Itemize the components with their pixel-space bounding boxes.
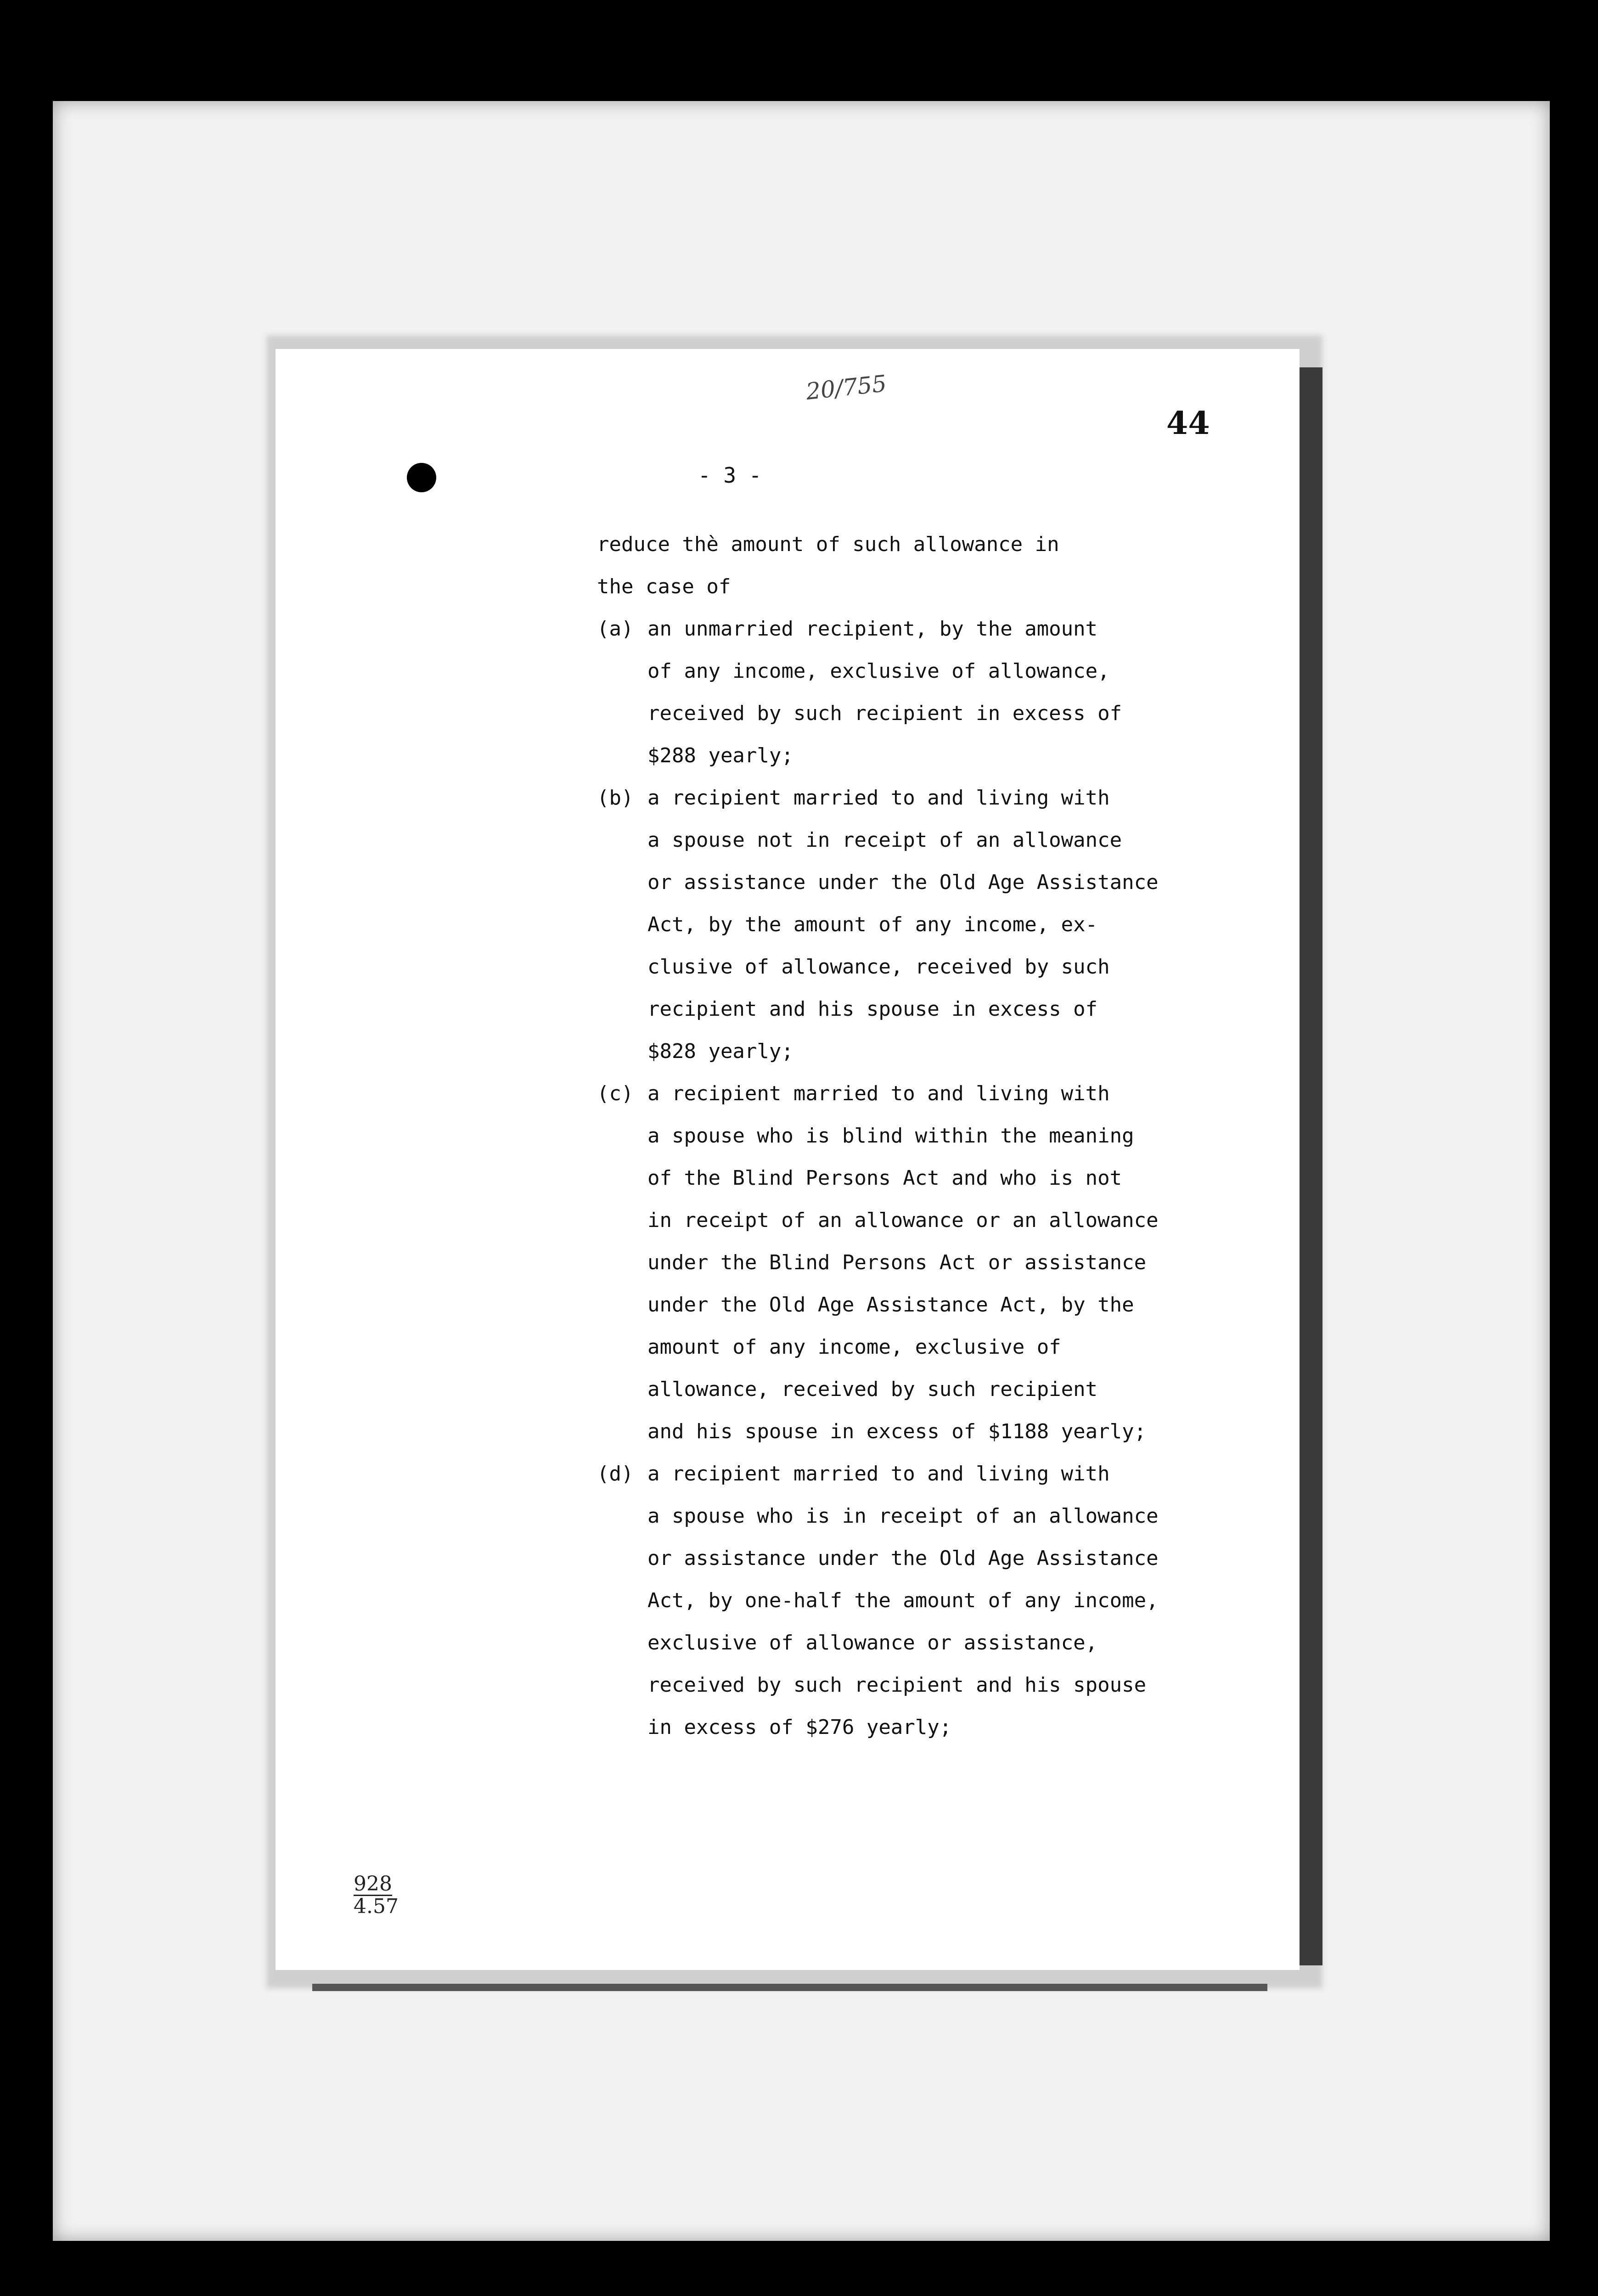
item-line: exclusive of allowance or assistance, xyxy=(647,1631,1098,1654)
item-line: recipient and his spouse in excess of xyxy=(647,997,1098,1021)
body-text xyxy=(597,523,1240,1749)
item-line: received by such recipient and his spouse xyxy=(647,1673,1147,1697)
item-line: amount of any income, exclusive of xyxy=(647,1335,1061,1359)
list-item-c xyxy=(597,1073,1240,1453)
item-line: clusive of allowance, received by such xyxy=(647,955,1110,979)
item-line: under the Old Age Assistance Act, by the xyxy=(647,1293,1134,1317)
item-line: in excess of $276 yearly; xyxy=(647,1716,952,1739)
list-item-d xyxy=(597,1453,1240,1749)
item-line: a recipient married to and living with xyxy=(647,1462,1110,1486)
item-marker: (d) xyxy=(597,1462,634,1486)
item-line: an unmarried recipient, by the amount xyxy=(647,617,1098,641)
page-stamp-number: 44 xyxy=(1166,405,1210,442)
item-line: Act, by the amount of any income, ex- xyxy=(647,913,1098,936)
item-line: a recipient married to and living with xyxy=(647,786,1110,810)
item-line: in receipt of an allowance or an allowance xyxy=(647,1209,1159,1232)
punch-hole xyxy=(407,463,436,492)
item-text xyxy=(597,1453,1240,1749)
item-marker: (c) xyxy=(597,1082,634,1105)
item-line: $288 yearly; xyxy=(647,744,793,767)
item-text xyxy=(597,608,1240,777)
form-code xyxy=(354,1874,399,1917)
item-text xyxy=(597,1073,1240,1453)
handwritten-reference: 20/755 xyxy=(805,370,888,405)
list-item-b xyxy=(597,777,1240,1073)
item-line: and his spouse in excess of $1188 yearly; xyxy=(647,1420,1147,1443)
page-edge-right xyxy=(1300,367,1322,1965)
item-line: allowance, received by such recipient xyxy=(647,1378,1098,1401)
item-marker: (a) xyxy=(597,617,634,641)
item-line: received by such recipient in excess of xyxy=(647,702,1122,725)
item-line: of any income, exclusive of allowance, xyxy=(647,659,1110,683)
item-text xyxy=(597,777,1240,1073)
item-line: of the Blind Persons Act and who is not xyxy=(647,1166,1122,1190)
item-line: a spouse who is blind within the meaning xyxy=(647,1124,1134,1148)
item-line: or assistance under the Old Age Assistance xyxy=(647,871,1159,894)
page-number: - 3 - xyxy=(698,463,762,488)
form-code-bottom: 4.57 xyxy=(354,1895,399,1918)
list-item-a xyxy=(597,608,1240,777)
item-line: under the Blind Persons Act or assistance xyxy=(647,1251,1147,1274)
item-line: a recipient married to and living with xyxy=(647,1082,1110,1105)
intro-line: the case of xyxy=(597,575,731,598)
item-line: a spouse not in receipt of an allowance xyxy=(647,828,1122,852)
item-line: $828 yearly; xyxy=(647,1040,793,1063)
item-marker: (b) xyxy=(597,786,634,810)
item-line: or assistance under the Old Age Assistance xyxy=(647,1547,1159,1570)
item-line: a spouse who is in receipt of an allowance xyxy=(647,1504,1159,1528)
intro-line: reduce thè amount of such allowance in xyxy=(597,533,1059,556)
page-edge-bottom xyxy=(312,1984,1267,1991)
item-line: Act, by one-half the amount of any income, xyxy=(647,1589,1159,1612)
form-code-top: 928 xyxy=(354,1872,392,1896)
